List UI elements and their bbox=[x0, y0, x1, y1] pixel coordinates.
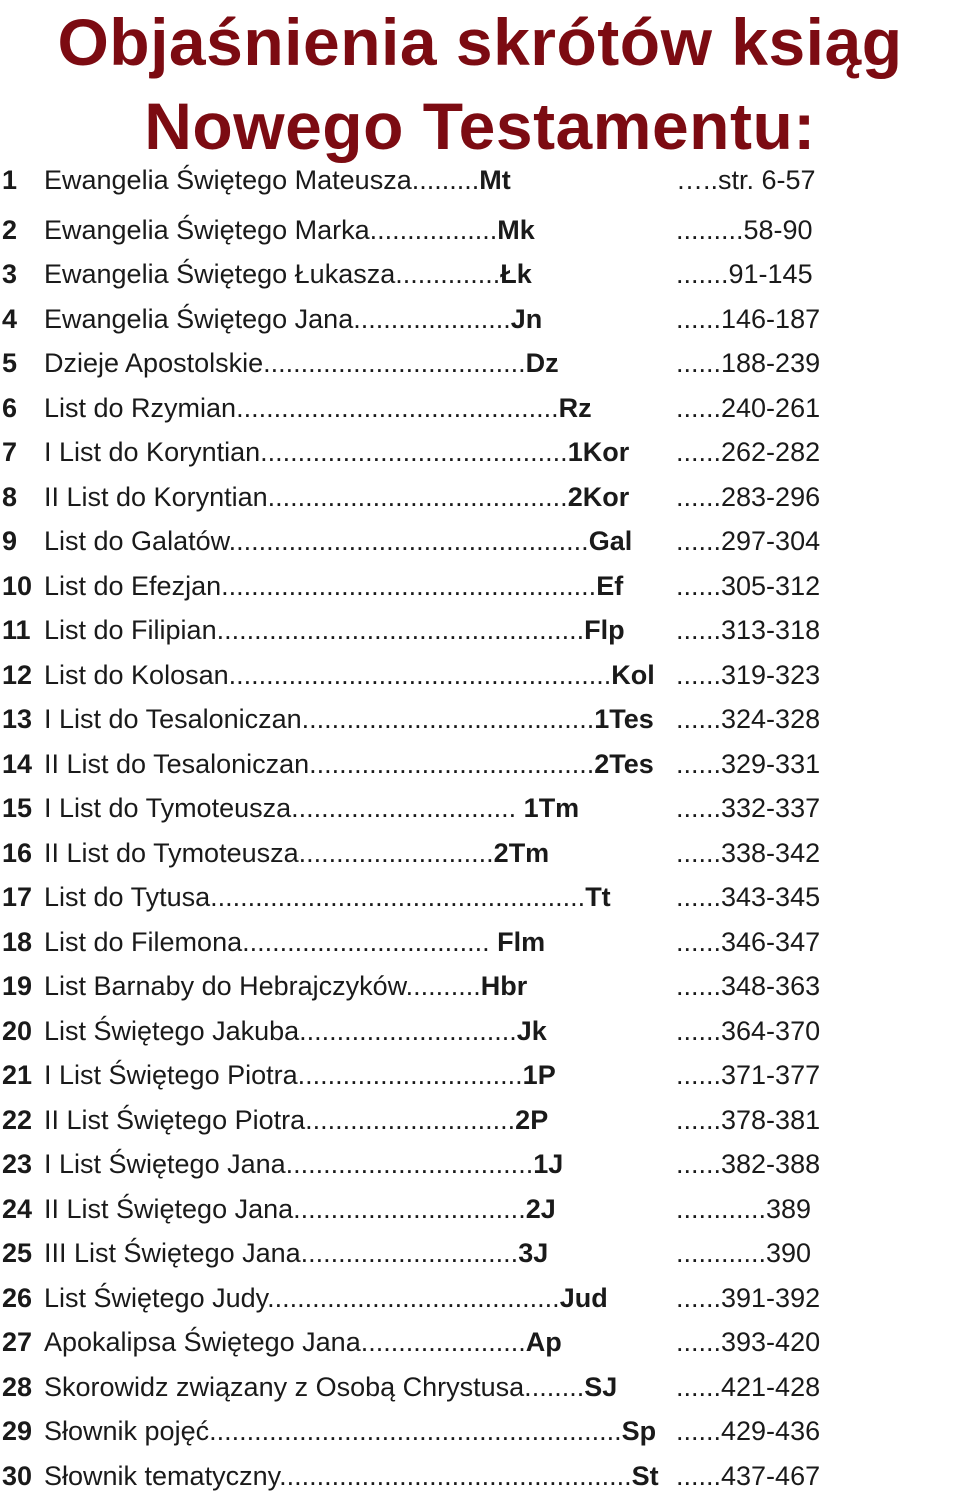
book-name: List Świętego Judy....................................... bbox=[44, 1283, 560, 1313]
book-name: I List Świętego Jana................................. bbox=[44, 1149, 534, 1179]
page-range: ......429-436 bbox=[676, 1416, 821, 1446]
book-abbreviation: Tt bbox=[585, 882, 611, 912]
entry-number: 26 bbox=[2, 1283, 33, 1313]
list-item bbox=[0, 877, 960, 917]
book-name: Słownik pojęć....................................................... bbox=[44, 1416, 622, 1446]
list-item bbox=[0, 1011, 960, 1051]
book-abbreviation: Gal bbox=[588, 526, 633, 556]
entry-number: 24 bbox=[2, 1194, 33, 1224]
list-item bbox=[0, 1100, 960, 1140]
page-range: ......371-377 bbox=[676, 1060, 821, 1090]
list-item bbox=[0, 432, 960, 472]
entry-title bbox=[44, 1278, 608, 1318]
book-abbreviation: 1Tm bbox=[523, 793, 580, 823]
page-range: ......324-328 bbox=[676, 704, 821, 734]
book-abbreviation: Sp bbox=[621, 1416, 657, 1446]
book-abbreviation: Rz bbox=[558, 393, 592, 423]
entry-number: 30 bbox=[2, 1461, 33, 1491]
book-abbreviation: 1J bbox=[533, 1149, 564, 1179]
book-name: List do Galatów................................................ bbox=[44, 526, 589, 556]
entry-title bbox=[44, 388, 592, 428]
book-abbreviation: 1Tes bbox=[594, 704, 654, 734]
page-range: ......364-370 bbox=[676, 1016, 821, 1046]
page-range: ......262-282 bbox=[676, 437, 821, 467]
book-name: Słownik tematyczny............................................... bbox=[44, 1461, 632, 1491]
book-name: Skorowidz związany z Osobą Chrystusa........ bbox=[44, 1372, 585, 1402]
book-abbreviation: 2Kor bbox=[567, 482, 630, 512]
book-name: I List Świętego Piotra.............................. bbox=[44, 1060, 523, 1090]
entry-number: 15 bbox=[2, 793, 33, 823]
entry-title bbox=[44, 966, 527, 1006]
book-abbreviation: 2J bbox=[525, 1194, 556, 1224]
book-name: List do Tytusa.................................................. bbox=[44, 882, 586, 912]
entry-number: 16 bbox=[2, 838, 33, 868]
book-abbreviation: Dz bbox=[525, 348, 559, 378]
book-name: List do Efezjan.................................................. bbox=[44, 571, 597, 601]
book-name: Ewangelia Świętego Jana..................... bbox=[44, 304, 511, 334]
book-abbreviation: 2Tm bbox=[493, 838, 550, 868]
page-range: .........58-90 bbox=[676, 215, 813, 245]
book-abbreviation: 2P bbox=[515, 1105, 549, 1135]
entry-title bbox=[44, 833, 549, 873]
page-range: ......343-345 bbox=[676, 882, 821, 912]
entry-title bbox=[44, 1456, 659, 1496]
list-item bbox=[0, 610, 960, 650]
list-item bbox=[0, 566, 960, 606]
book-abbreviation: Mt bbox=[479, 165, 511, 195]
book-name: List do Kolosan................................................... bbox=[44, 660, 612, 690]
entry-title bbox=[44, 254, 532, 294]
entry-number: 19 bbox=[2, 971, 33, 1001]
entry-number: 23 bbox=[2, 1149, 33, 1179]
entry-number: 2 bbox=[2, 215, 18, 245]
entry-title bbox=[44, 477, 629, 517]
list-item bbox=[0, 922, 960, 962]
page-range: ......240-261 bbox=[676, 393, 821, 423]
page-range: ......382-388 bbox=[676, 1149, 821, 1179]
entry-number: 21 bbox=[2, 1060, 33, 1090]
list-item bbox=[0, 254, 960, 294]
entry-title bbox=[44, 610, 625, 650]
entry-title bbox=[44, 432, 629, 472]
book-name: II List Świętego Jana............................... bbox=[44, 1194, 526, 1224]
book-abbreviation: Jn bbox=[510, 304, 543, 334]
page-range: ......329-331 bbox=[676, 749, 821, 779]
list-item bbox=[0, 1055, 960, 1095]
book-name: I List do Tymoteusza.............................. bbox=[44, 793, 524, 823]
list-item bbox=[0, 1144, 960, 1184]
book-abbreviation: SJ bbox=[584, 1372, 618, 1402]
page-title-line-1: Objaśnienia skrótów ksiąg bbox=[57, 5, 903, 79]
entry-number: 13 bbox=[2, 704, 33, 734]
list-item bbox=[0, 655, 960, 695]
entry-title bbox=[44, 1144, 563, 1184]
list-item bbox=[0, 299, 960, 339]
list-item bbox=[0, 966, 960, 1006]
page-range: ......338-342 bbox=[676, 838, 821, 868]
page-range: ......283-296 bbox=[676, 482, 821, 512]
entry-number: 20 bbox=[2, 1016, 33, 1046]
page-range: ......332-337 bbox=[676, 793, 821, 823]
list-item bbox=[0, 160, 960, 200]
page-range: …..str. 6-57 bbox=[676, 165, 816, 195]
entry-number: 11 bbox=[2, 615, 31, 645]
book-abbreviation: 1Kor bbox=[567, 437, 630, 467]
book-abbreviation: Ef bbox=[596, 571, 624, 601]
book-abbreviation: 3J bbox=[518, 1238, 549, 1268]
list-item bbox=[0, 521, 960, 561]
list-item bbox=[0, 788, 960, 828]
list-item bbox=[0, 210, 960, 250]
book-abbreviation: Łk bbox=[500, 259, 532, 289]
book-name: II List Świętego Piotra............................ bbox=[44, 1105, 516, 1135]
entry-title bbox=[44, 788, 579, 828]
book-name: List Barnaby do Hebrajczyków.......... bbox=[44, 971, 481, 1001]
list-item bbox=[0, 388, 960, 428]
entry-title bbox=[44, 1367, 617, 1407]
book-name: II List do Tesaloniczan...................................... bbox=[44, 749, 595, 779]
entry-title bbox=[44, 521, 632, 561]
book-abbreviation: Jk bbox=[516, 1016, 547, 1046]
page-range: ......313-318 bbox=[676, 615, 821, 645]
page-range: ......437-467 bbox=[676, 1461, 821, 1491]
book-abbreviation: 1P bbox=[522, 1060, 556, 1090]
book-name: III List Świętego Jana............................. bbox=[44, 1238, 519, 1268]
book-name: II List do Koryntian........................................ bbox=[44, 482, 568, 512]
page-range: ......391-392 bbox=[676, 1283, 821, 1313]
book-abbreviation: Ap bbox=[525, 1327, 562, 1357]
page-range: ......188-239 bbox=[676, 348, 821, 378]
book-name: II List do Tymoteusza.......................... bbox=[44, 838, 494, 868]
page-range: ............390 bbox=[676, 1238, 812, 1268]
book-abbreviation: Mk bbox=[497, 215, 535, 245]
book-name: List do Filemona................................. bbox=[44, 927, 498, 957]
page-title bbox=[0, 0, 960, 168]
list-item bbox=[0, 1456, 960, 1496]
entry-title bbox=[44, 1233, 548, 1273]
list-item bbox=[0, 1278, 960, 1318]
book-name: I List do Koryntian......................................... bbox=[44, 437, 568, 467]
page-range: ............389 bbox=[676, 1194, 812, 1224]
entry-number: 9 bbox=[2, 526, 18, 556]
entry-title bbox=[44, 655, 655, 695]
entry-number: 18 bbox=[2, 927, 33, 957]
page-range: ......346-347 bbox=[676, 927, 821, 957]
book-abbreviation: Kol bbox=[611, 660, 655, 690]
entry-number: 27 bbox=[2, 1327, 33, 1357]
book-abbreviation: Jud bbox=[559, 1283, 608, 1313]
entry-number: 7 bbox=[2, 437, 18, 467]
book-name: Ewangelia Świętego Marka................. bbox=[44, 215, 498, 245]
entry-number: 6 bbox=[2, 393, 18, 423]
page-range: ......348-363 bbox=[676, 971, 821, 1001]
page-range: ......297-304 bbox=[676, 526, 821, 556]
entry-title bbox=[44, 299, 542, 339]
entry-title bbox=[44, 1011, 547, 1051]
page-range: ......393-420 bbox=[676, 1327, 821, 1357]
page-range: ......421-428 bbox=[676, 1372, 821, 1402]
list-item bbox=[0, 343, 960, 383]
page-range: ......319-323 bbox=[676, 660, 821, 690]
entry-number: 12 bbox=[2, 660, 33, 690]
entry-number: 14 bbox=[2, 749, 33, 779]
page-range: ......305-312 bbox=[676, 571, 821, 601]
book-name: List do Filipian................................................. bbox=[44, 615, 585, 645]
list-item bbox=[0, 833, 960, 873]
book-name: I List do Tesaloniczan....................................... bbox=[44, 704, 595, 734]
entry-title bbox=[44, 1322, 562, 1362]
book-abbreviation: St bbox=[631, 1461, 659, 1491]
entry-number: 4 bbox=[2, 304, 18, 334]
entry-title bbox=[44, 566, 623, 606]
book-name: Ewangelia Świętego Mateusza......... bbox=[44, 165, 480, 195]
entry-title bbox=[44, 160, 511, 200]
entry-title bbox=[44, 1100, 548, 1140]
list-item bbox=[0, 1367, 960, 1407]
list-item bbox=[0, 1322, 960, 1362]
entry-title bbox=[44, 343, 559, 383]
entry-number: 1 bbox=[2, 165, 18, 195]
entry-title bbox=[44, 699, 654, 739]
entry-number: 5 bbox=[2, 348, 18, 378]
book-name: Ewangelia Świętego Łukasza.............. bbox=[44, 259, 501, 289]
list-item bbox=[0, 744, 960, 784]
book-name: Dzieje Apostolskie................................... bbox=[44, 348, 526, 378]
book-abbreviation: Flp bbox=[584, 615, 625, 645]
book-abbreviation: Hbr bbox=[480, 971, 528, 1001]
entry-number: 8 bbox=[2, 482, 18, 512]
entry-number: 17 bbox=[2, 882, 33, 912]
entry-title bbox=[44, 210, 535, 250]
list-item bbox=[0, 699, 960, 739]
list-item bbox=[0, 1189, 960, 1229]
entry-number: 25 bbox=[2, 1238, 33, 1268]
entry-title bbox=[44, 1189, 556, 1229]
entry-number: 28 bbox=[2, 1372, 33, 1402]
page-range: .......91-145 bbox=[676, 259, 813, 289]
book-name: List do Rzymian........................................... bbox=[44, 393, 559, 423]
entry-title bbox=[44, 1411, 656, 1451]
entry-title bbox=[44, 744, 654, 784]
entry-number: 10 bbox=[2, 571, 33, 601]
page-range: ......146-187 bbox=[676, 304, 821, 334]
page-title-line-2: Nowego Testamentu: bbox=[144, 89, 816, 163]
list-item bbox=[0, 477, 960, 517]
book-name: List Świętego Jakuba............................. bbox=[44, 1016, 517, 1046]
list-item bbox=[0, 1411, 960, 1451]
entry-title bbox=[44, 877, 611, 917]
entry-number: 29 bbox=[2, 1416, 33, 1446]
entry-title bbox=[44, 1055, 556, 1095]
entry-number: 22 bbox=[2, 1105, 33, 1135]
entry-number: 3 bbox=[2, 259, 18, 289]
page-range: ......378-381 bbox=[676, 1105, 821, 1135]
book-abbreviation: 2Tes bbox=[594, 749, 654, 779]
list-item bbox=[0, 1233, 960, 1273]
book-abbreviation: Flm bbox=[497, 927, 546, 957]
entry-title bbox=[44, 922, 545, 962]
book-name: Apokalipsa Świętego Jana...................... bbox=[44, 1327, 526, 1357]
